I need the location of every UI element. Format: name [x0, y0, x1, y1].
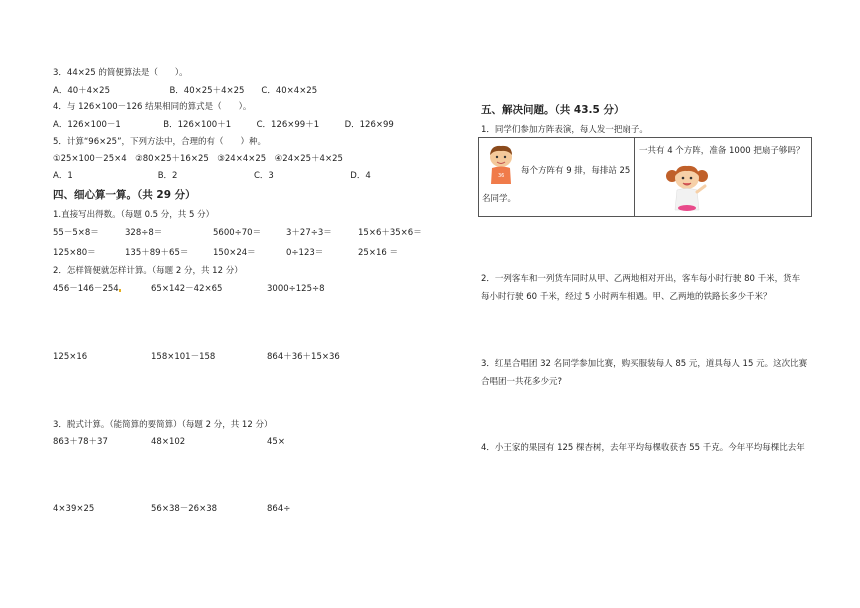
- word-problem-2-line2: 每小时行驶 60 千米，经过 5 小时两车相遇。甲、乙两地的铁路长多少千米？: [481, 292, 772, 302]
- ink-dot: [119, 289, 121, 292]
- mental-calc-item: 0÷123＝: [286, 248, 324, 258]
- stepwise-item: 863＋78＋37: [53, 437, 108, 447]
- q4-stem: 4．与 126×100－126 结果相同的算式是（ ）。: [53, 102, 252, 112]
- boy-illustration-icon: [485, 144, 517, 186]
- word-problem-3-line1: 3．红星合唱团 32 名同学参加比赛，购买服装每人 85 元，道具每人 15 元。这次比赛: [481, 359, 808, 369]
- mental-calc-item: 55－5×8＝: [53, 228, 99, 238]
- mental-calc-item: 5600÷70＝: [213, 228, 262, 238]
- stepwise-item: 56×38－26×38: [151, 504, 218, 514]
- mental-calc-item: 135＋89＋65＝: [125, 248, 189, 258]
- word-problem-4-line1: 4．小王家的果园有 125 棵杏树，去年平均每棵收获杏 55 千克。今年平均每棵比去年: [481, 443, 805, 453]
- q5-methods: ①25×100－25×4 ②80×25＋16×25 ③24×4×25 ④24×25＋4×25: [53, 154, 343, 164]
- part2-title: 2．怎样简便就怎样计算。（每题 2 分，共 12 分）: [53, 266, 243, 276]
- word-problem-2-line1: 2．一列客车和一列货车同时从甲、乙两地相对开出，客车每小时行驶 80 千米，货车: [481, 274, 801, 284]
- boy-speech-line1: 每个方阵有 9 排，每排站 25: [521, 166, 631, 176]
- dialogue-box: [478, 137, 812, 217]
- section4-title: 四、细心算一算。（共 29 分）: [53, 189, 196, 201]
- mental-calc-item: 328÷8＝: [125, 228, 163, 238]
- simplify-item: 65×142－42×65: [151, 284, 223, 294]
- q3-stem: 3．44×25 的简便算法是（ ）。: [53, 68, 188, 78]
- simplify-item: 864＋36＋15×36: [267, 352, 340, 362]
- word-problem-1-stem: 1．同学们参加方阵表演，每人发一把扇子。: [481, 125, 648, 135]
- stepwise-item: 45×: [267, 437, 285, 447]
- mental-calc-item: 25×16 ＝: [358, 248, 398, 258]
- boy-speech-line2: 名同学。: [482, 194, 517, 204]
- stepwise-item: 864÷: [267, 504, 291, 514]
- stepwise-item: 4×39×25: [53, 504, 95, 514]
- girl-speech-line1: 一共有 4 个方阵，准备 1000 把扇子够吗？: [639, 146, 805, 156]
- part1-title: 1.直接写出得数。（每题 0.5 分，共 5 分）: [53, 210, 215, 220]
- part3-title: 3．脱式计算。（能简算的要简算）（每题 2 分，共 12 分）: [53, 420, 273, 430]
- mental-calc-item: 15×6＋35×6＝: [358, 228, 422, 238]
- q5-stem: 5．计算“96×25”，下列方法中，合理的有（ ）种。: [53, 137, 266, 147]
- mental-calc-item: 125×80＝: [53, 248, 96, 258]
- q3-options: A．40＋4×25 B．40×25＋4×25 C．40×4×25: [53, 86, 318, 96]
- word-problem-3-line2: 合唱团一共花多少元?: [481, 377, 563, 387]
- svg-text:36: 36: [498, 173, 505, 179]
- simplify-item: 456－146－254: [53, 284, 119, 294]
- q4-options: A．126×100－1 B．126×100＋1 C．126×99＋1 D．126×99: [53, 120, 394, 130]
- stepwise-item: 48×102: [151, 437, 186, 447]
- box-divider: [634, 138, 635, 216]
- q5-options: A．1 B．2 C．3 D．4: [53, 171, 371, 181]
- mental-calc-item: 150×24＝: [213, 248, 256, 258]
- girl-illustration-icon: [665, 162, 709, 212]
- mental-calc-item: 3＋27÷3＝: [286, 228, 332, 238]
- simplify-item: 125×16: [53, 352, 88, 362]
- simplify-item: 3000÷125÷8: [267, 284, 325, 294]
- simplify-item: 158×101－158: [151, 352, 216, 362]
- section5-title: 五、解决问题。（共 43.5 分）: [481, 104, 625, 116]
